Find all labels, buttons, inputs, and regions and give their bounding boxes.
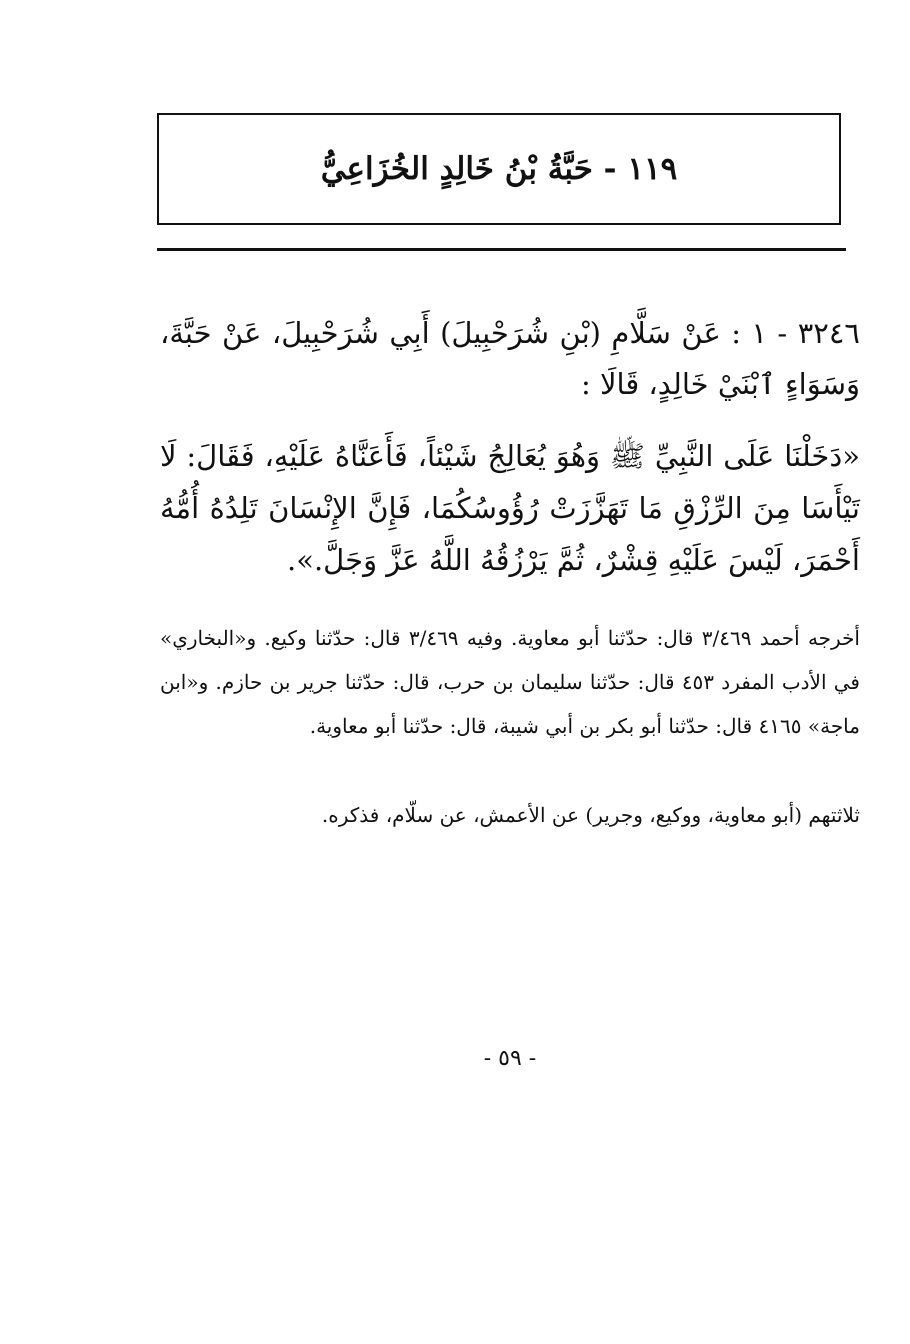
chain-summary: ثلاثتهم (أبو معاوية، ووكيع، وجرير) عن الأعمش، عن سلّام، فذكره. [321, 803, 860, 827]
hadith-narration: ٣٢٤٦ - ١ : عَنْ سَلَّامِ (بْنِ شُرَحْبِيلَ) أَبِي شُرَحْبِيلَ، عَنْ حَبَّةَ، وَسَوَاءٍ ٱبْنَيْ خَالِدٍ، قَالَا : [160, 316, 860, 401]
chapter-heading-box [157, 113, 841, 225]
heading-divider [157, 248, 846, 251]
page-number: - ٥٩ - [483, 1046, 537, 1071]
chapter-title: ١١٩ - حَبَّةُ بْنُ خَالِدٍ الخُزَاعِيُّ [320, 150, 678, 187]
hadith-text: «دَخَلْنَا عَلَى النَّبِيِّ ﷺ وَهُوَ يُعَالِجُ شَيْئاً، فَأَعَنَّاهُ عَلَيْهِ، فَقَالَ: لَا تَيْأَسَا مِنَ الرِّزْقِ مَا تَهَزَّزَتْ رُؤُوسُكُمَا، فَإِنَّ الإِنْسَانَ تَلِدُهُ أُمُّهُ أَحْمَرَ، لَيْسَ عَلَيْهِ قِشْرٌ، ثُمَّ يَرْزُقُهُ اللَّهُ عَزَّ وَجَلَّ.». [160, 439, 860, 577]
takhrij-note: أخرجه أحمد ٣/٤٦٩ قال: حدّثنا أبو معاوية. وفيه ٣/٤٦٩ قال: حدّثنا وكيع. و«البخاري» في الأدب المفرد ٤٥٣ قال: حدّثنا سليمان بن حرب، قال: حدّثنا جرير بن حازم. و«ابن ماجة» ٤١٦٥ قال: حدّثنا أبو بكر بن أبي شيبة، قال: حدّثنا أبو معاوية. [160, 626, 860, 738]
